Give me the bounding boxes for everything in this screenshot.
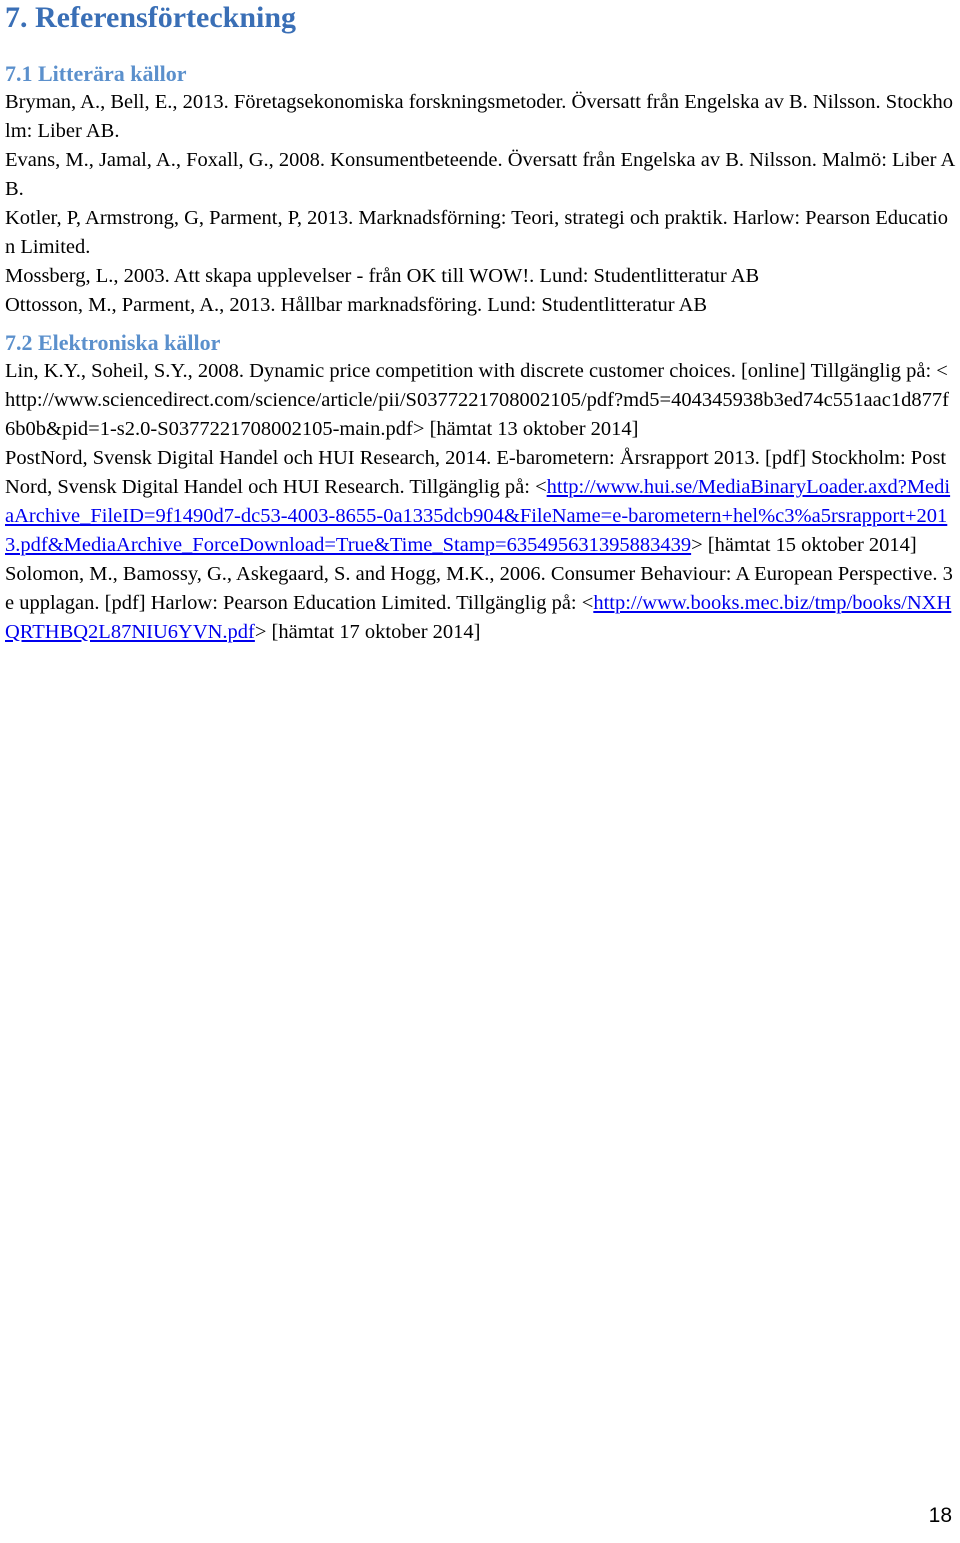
reference-bryman: Bryman, A., Bell, E., 2013. Företagsekonomiska forskningsmetoder. Översatt från Engelska av B. Nilsson. Stockholm: Liber AB. xyxy=(5,91,953,142)
document-page xyxy=(5,0,957,647)
chapter-title: 7. Referensförteckning xyxy=(5,1,297,34)
page-number: 18 xyxy=(928,1504,952,1527)
reference-lin: Lin, K.Y., Soheil, S.Y., 2008. Dynamic price competition with discrete customer choices. [online] Tillgänglig på: <http://www.sciencedirect.com/science/article/pii/S0377221708002105/pdf?md5=404345938b3ed74c551aac1d877f6b0b&pid=1-s2.0-S0377221708002105-main.pdf> [hämtat 13 oktober 2014] xyxy=(5,360,949,440)
reference-postnord-link[interactable]: http://www.hui.se/MediaBinaryLoader.axd?MediaArchive_FileID=9f1490d7-dc53-4003-8655-0a1335dcb904&FileName=e-barometern+hel%c3%a5rsrapport+2013.pdf&MediaArchive_ForceDownload=True&Time_Stamp=635495631395883439 xyxy=(5,476,951,556)
reference-list-litterara xyxy=(5,88,957,320)
section-heading-elektroniska-kallor: 7.2 Elektroniska källor xyxy=(5,330,221,355)
reference-evans: Evans, M., Jamal, A., Foxall, G., 2008. Konsumentbeteende. Översatt från Engelska av B. Nilsson. Malmö: Liber AB. xyxy=(5,149,956,200)
reference-list-elektroniska xyxy=(5,357,957,647)
reference-postnord-accessed: > [hämtat 15 oktober 2014] xyxy=(691,534,917,556)
reference-solomon-text: Solomon, M., Bamossy, G., Askegaard, S. and Hogg, M.K., 2006. Consumer Behaviour: A European Perspective. 3e upplagan. [pdf] Harlow: Pearson Education Limited. Tillgänglig på: < xyxy=(5,563,953,614)
reference-postnord-text: PostNord, Svensk Digital Handel och HUI Research, 2014. E-barometern: Årsrapport 2013. [pdf] Stockholm: PostNord, Svensk Digital Handel och HUI Research. Tillgänglig på: < xyxy=(5,447,947,498)
reference-solomon xyxy=(5,560,957,647)
reference-postnord xyxy=(5,444,957,560)
reference-kotler: Kotler, P, Armstrong, G, Parment, P, 2013. Marknadsförning: Teori, strategi och praktik. Harlow: Pearson Education Limited. xyxy=(5,207,949,258)
reference-solomon-link[interactable]: http://www.books.mec.biz/tmp/books/NXHQRTHBQ2L87NIU6YVN.pdf xyxy=(5,592,952,643)
reference-mossberg: Mossberg, L., 2003. Att skapa upplevelser - från OK till WOW!. Lund: Studentlitteratur AB xyxy=(5,265,760,287)
section-heading-litterara-kallor: 7.1 Litterära källor xyxy=(5,61,187,86)
reference-ottosson: Ottosson, M., Parment, A., 2013. Hållbar marknadsföring. Lund: Studentlitteratur AB xyxy=(5,294,708,316)
reference-solomon-accessed: > [hämtat 17 oktober 2014] xyxy=(254,621,481,643)
